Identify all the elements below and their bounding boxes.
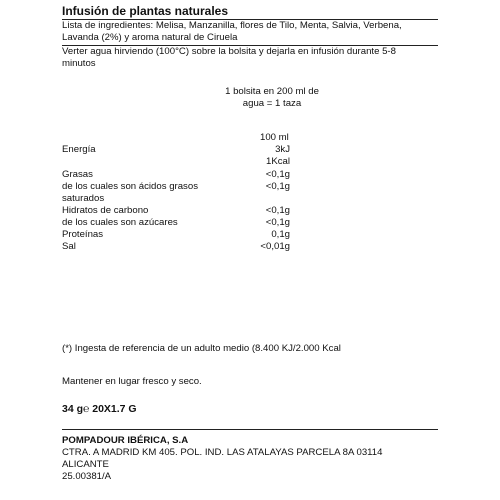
reference-intake-note: (*) Ingesta de referencia de un adulto medio (8.400 KJ/2.000 Kcal bbox=[62, 343, 341, 354]
nutrition-label: saturados bbox=[62, 193, 105, 204]
nutrition-label: Grasas bbox=[62, 169, 93, 180]
product-title: Infusión de plantas naturales bbox=[62, 4, 229, 18]
nutrition-value: 1Kcal bbox=[266, 156, 290, 167]
registration-code: 25.00381/A bbox=[62, 471, 112, 482]
nutrition-header: 100 ml bbox=[260, 132, 289, 143]
company-address: CTRA. A MADRID KM 405. POL. IND. LAS ATALAYAS PARCELA 8A 03114 ALICANTE bbox=[62, 447, 383, 470]
storage-instructions: Mantener en lugar fresco y seco. bbox=[62, 376, 202, 387]
nutrition-value: <0,01g bbox=[260, 241, 290, 252]
nutrition-label: Sal bbox=[62, 241, 76, 252]
nutrition-value: <0,1g bbox=[265, 205, 290, 216]
nutrition-value: <0,1g bbox=[265, 217, 290, 228]
nutrition-label: Energía bbox=[62, 144, 96, 155]
net-weight: 34 g℮ 20X1.7 G bbox=[62, 403, 137, 415]
nutrition-label: Proteínas bbox=[62, 229, 104, 240]
nutrition-value: 3kJ bbox=[275, 144, 290, 155]
nutrition-value: 0,1g bbox=[271, 229, 290, 240]
nutrition-value: <0,1g bbox=[265, 181, 290, 192]
product-label-document bbox=[62, 4, 438, 482]
nutrition-label: de los cuales son ácidos grasos bbox=[62, 181, 198, 192]
serving-line-2: agua = 1 taza bbox=[242, 98, 302, 109]
nutrition-label: de los cuales son azúcares bbox=[62, 217, 178, 228]
nutrition-label: Hidratos de carbono bbox=[62, 205, 149, 216]
ingredients-text: Lista de ingredientes: Melisa, Manzanilla, flores de Tilo, Menta, Salvia, Verbena, Lavanda (2%) y aroma natural de Ciruela bbox=[62, 20, 402, 43]
company-name: POMPADOUR IBÉRICA, S.A bbox=[62, 435, 189, 446]
company-divider bbox=[62, 429, 438, 430]
preparation-text: Verter agua hirviendo (100°C) sobre la bolsita y dejarla en infusión durante 5-8 minutos bbox=[62, 46, 396, 69]
serving-line-1: 1 bolsita en 200 ml de bbox=[225, 86, 319, 97]
nutrition-value: <0,1g bbox=[265, 169, 290, 180]
